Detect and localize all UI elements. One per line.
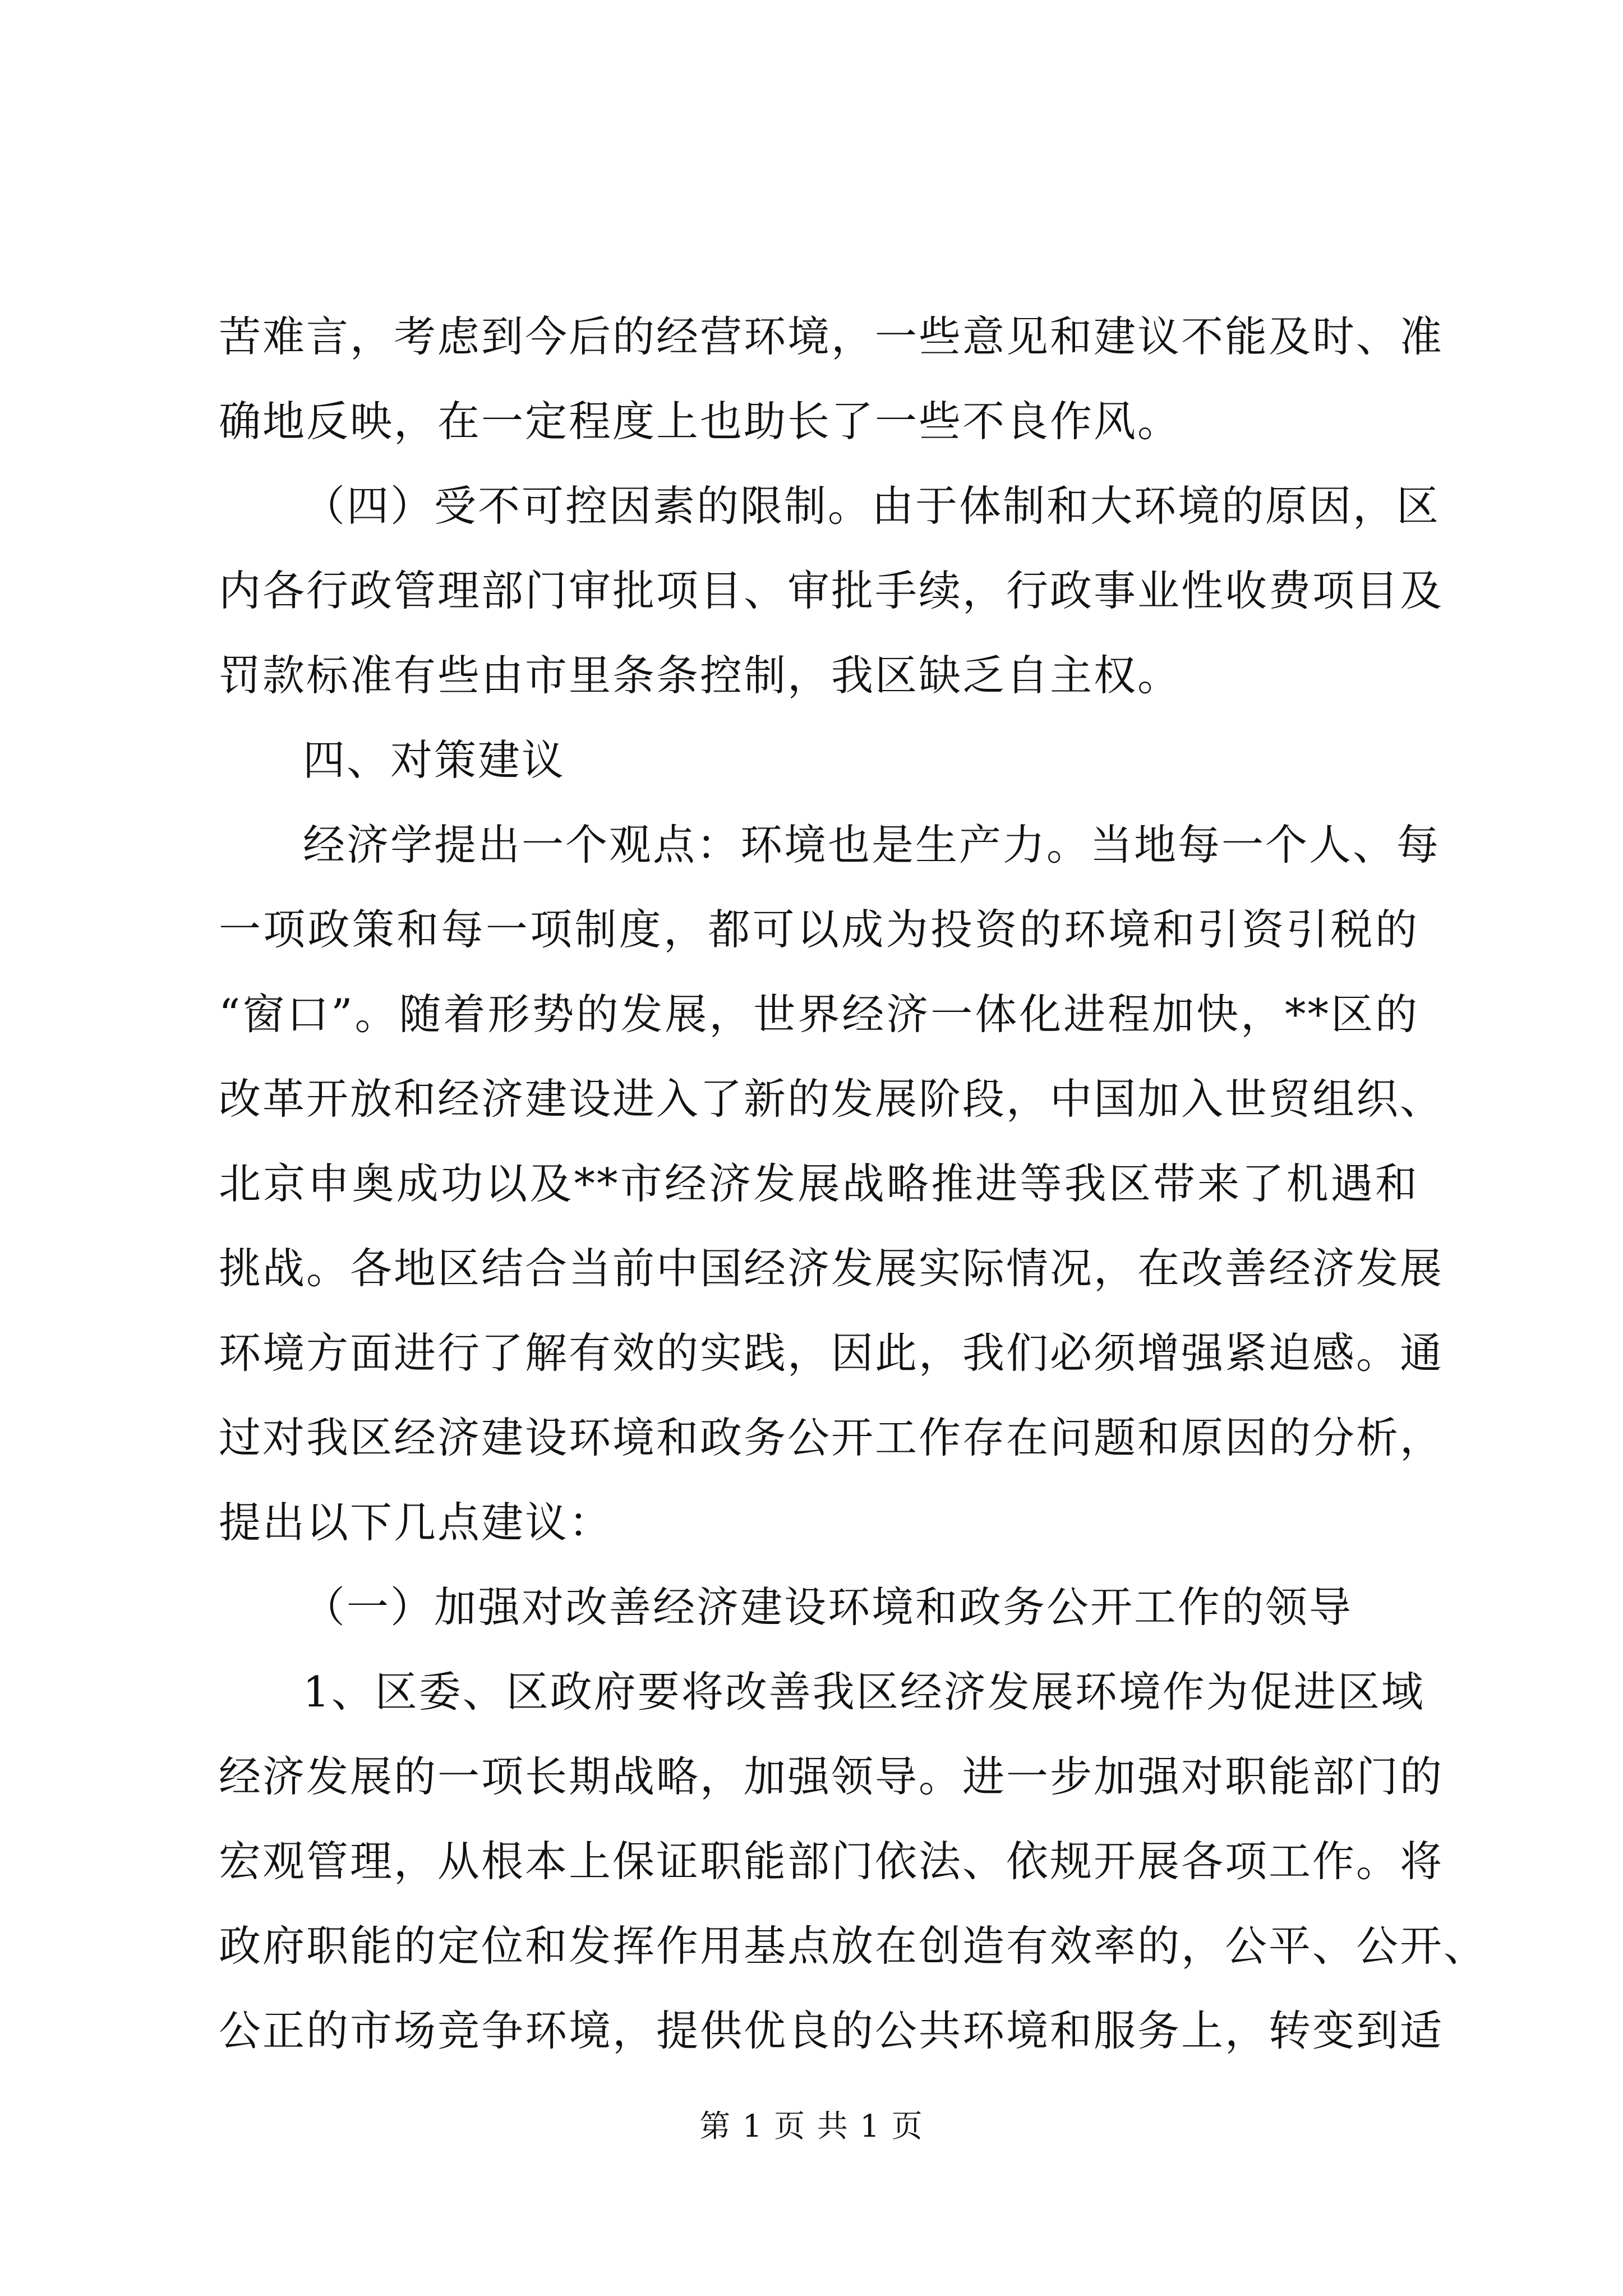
text-line: 挑战。各地区结合当前中国经济发展实际情况，在改善经济发展 [219, 1244, 1444, 1293]
page-footer [0, 2106, 1623, 2146]
page-number-label: 第 1 页 共 1 页 [699, 2108, 924, 2144]
text-line: “窗口”。随着形势的发展，世界经济一体化进程加快，**区的 [219, 990, 1419, 1039]
text-line: 一项政策和每一项制度，都可以成为投资的环境和引资引税的 [219, 905, 1419, 954]
text-line: 经济发展的一项长期战略，加强领导。进一步加强对职能部门的 [219, 1752, 1444, 1801]
paragraph-start-line: （四）受不可控因素的限制。由于体制和大环境的原因，区 [303, 481, 1441, 531]
text-line: 罚款标准有些由市里条条控制，我区缺乏自主权。 [219, 651, 1182, 700]
text-line: 宏观管理，从根本上保证职能部门依法、依规开展各项工作。将 [219, 1837, 1444, 1886]
text-line: 提出以下几点建议： [219, 1498, 613, 1547]
text-line: 确地反映，在一定程度上也助长了一些不良作风。 [219, 397, 1182, 446]
text-line: 改革开放和经济建设进入了新的发展阶段，中国加入世贸组织、 [219, 1074, 1444, 1124]
text-line: 政府职能的定位和发挥作用基点放在创造有效率的，公平、公开、 [219, 1921, 1488, 1971]
text-line: 公正的市场竞争环境，提供优良的公共环境和服务上，转变到适 [219, 2006, 1444, 2055]
text-line: 环境方面进行了解有效的实践，因此，我们必须增强紧迫感。通 [219, 1328, 1444, 1378]
text-line: 苦难言，考虑到今后的经营环境，一些意见和建议不能及时、准 [219, 312, 1444, 361]
paragraph-start-line: 经济学提出一个观点：环境也是生产力。当地每一个人、每 [303, 820, 1441, 869]
text-line: 过对我区经济建设环境和政务公开工作存在问题和原因的分析， [219, 1413, 1444, 1462]
paragraph-start-line: 1、区委、区政府要将改善我区经济发展环境作为促进区域 [303, 1667, 1425, 1717]
text-line: 内各行政管理部门审批项目、审批手续，行政事业性收费项目及 [219, 566, 1444, 615]
text-line: 北京申奥成功以及**市经济发展战略推进等我区带来了机遇和 [219, 1159, 1419, 1208]
section-heading: 四、对策建议 [303, 735, 566, 785]
subsection-heading: （一）加强对改善经济建设环境和政务公开工作的领导 [303, 1582, 1353, 1632]
document-body [219, 295, 1488, 2073]
